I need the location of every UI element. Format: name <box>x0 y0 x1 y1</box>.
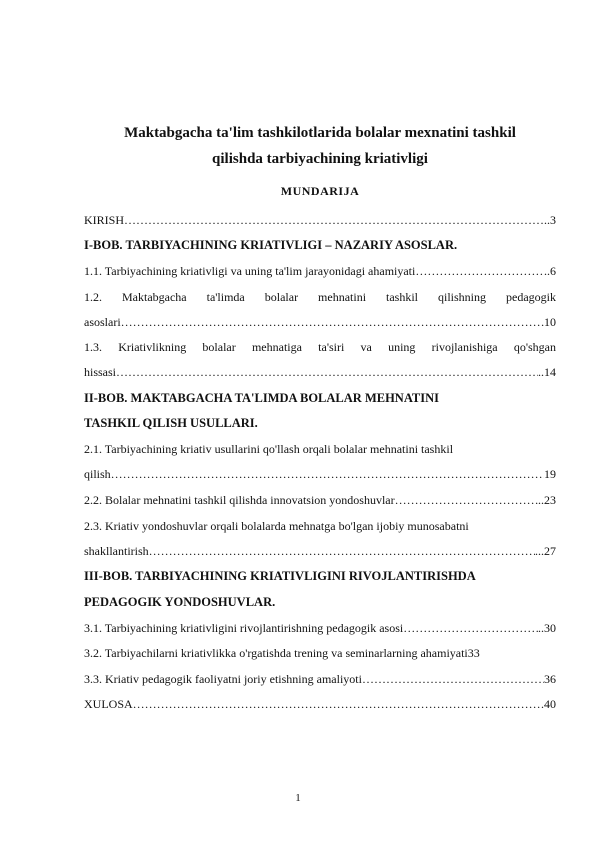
toc-page-number: ..23 <box>538 493 556 507</box>
toc-page-number: 19 <box>544 467 556 481</box>
toc-entry-3-2[interactable] <box>84 645 556 661</box>
toc-entry-text: shakllantirish <box>84 544 149 558</box>
toc-entry-2-3-line-2[interactable] <box>84 543 556 559</box>
dot-leader <box>395 492 538 508</box>
toc-entry-text: 1.1. Tarbiyachining kriativligi va uning ta'lim jarayonidagi ahamiyati <box>84 264 416 278</box>
toc-entry-text: KIRISH <box>84 213 125 227</box>
dot-leader <box>403 620 538 636</box>
toc-page-number: ..30 <box>538 621 556 635</box>
toc-page-number: ..6 <box>544 264 556 278</box>
toc-entry-text: XULOSA <box>84 697 133 711</box>
toc-entry-1-2-line-2[interactable] <box>84 314 556 330</box>
toc-page-number: ..14 <box>538 365 556 379</box>
dot-leader <box>133 696 541 712</box>
toc-page-number: ...27 <box>535 544 556 558</box>
toc-entry-text: 2.2. Bolalar mehnatini tashkil qilishda innovatsion yondoshuvlar <box>84 493 395 507</box>
toc-entry-intro[interactable] <box>84 212 556 228</box>
toc-page-number: ..3 <box>544 213 556 227</box>
toc-chapter-2-line-2[interactable]: TASHKIL QILISH USULLARI. <box>84 416 258 430</box>
dot-leader <box>124 212 544 228</box>
toc-chapter-2-line-1[interactable]: II-BOB. MAKTABGACHA TA'LIMDA BOLALAR MEHNATINI <box>84 391 440 405</box>
toc-entry-2-3-line-1[interactable]: 2.3. Kriativ yondoshuvlar orqali bolalarda mehnatga bo'lgan ijobiy munosabatni <box>84 519 469 533</box>
toc-entry-text: asoslari <box>84 315 121 329</box>
toc-entry-conclusion[interactable] <box>84 696 556 712</box>
toc-page-number: 36 <box>544 672 556 686</box>
toc-page-number: 10 <box>544 315 556 329</box>
toc-entry-2-1-line-2[interactable] <box>84 466 556 482</box>
dot-leader <box>121 314 544 330</box>
document-page <box>84 0 556 842</box>
document-title-line-1: Maktabgacha ta'lim tashkilotlarida bolalar mexnatini tashkil <box>124 125 516 141</box>
toc-entry-text: hissasi <box>84 365 117 379</box>
contents-heading: MUNDARIJA <box>280 184 360 198</box>
toc-entry-text: 3.1. Tarbiyachining kriativligini rivojlantirishning pedagogik asosi <box>84 621 404 635</box>
toc-page-number: .40 <box>541 697 556 711</box>
toc-entry-2-2[interactable] <box>84 492 556 508</box>
page-number: 1 <box>295 792 301 804</box>
toc-chapter-3-line-2[interactable]: PEDAGOGIK YONDOSHUVLAR. <box>84 595 276 609</box>
toc-chapter-1[interactable]: I-BOB. TARBIYACHINING KRIATIVLIGI – NAZARIY ASOSLAR. <box>84 238 458 252</box>
dot-leader <box>415 263 544 279</box>
toc-entry-1-1[interactable] <box>84 263 556 279</box>
toc-entry-1-2-line-1[interactable]: 1.2. Maktabgacha ta'limda bolalar mehnatini tashkil qilishning pedagogik <box>84 290 556 304</box>
dot-leader <box>111 466 544 482</box>
dot-leader <box>116 364 538 380</box>
dot-leader <box>149 543 535 559</box>
document-title-line-2: qilishda tarbiyachining kriativligi <box>212 151 428 167</box>
toc-entry-text: 3.2. Tarbiyachilarni kriativlikka o'rgatishda trening va seminarlarning ahamiyati <box>84 646 468 660</box>
toc-entry-1-3-line-2[interactable] <box>84 364 556 380</box>
toc-page-number: 33 <box>467 646 480 660</box>
toc-entry-text: 3.3. Kriativ pedagogik faoliyatni joriy etishning amaliyoti <box>84 672 362 686</box>
toc-entry-3-1[interactable] <box>84 620 556 636</box>
toc-entry-2-1-line-1[interactable]: 2.1. Tarbiyachining kriativ usullarini qo'llash orqali bolalar mehnatini tashkil <box>84 442 454 456</box>
toc-entry-text: qilish <box>84 467 111 481</box>
toc-entry-3-3[interactable] <box>84 671 556 687</box>
toc-entry-1-3-line-1[interactable]: 1.3. Kriativlikning bolalar mehnatiga ta'siri va uning rivojlanishiga qo'shgan <box>84 340 556 354</box>
toc-chapter-3-line-1[interactable]: III-BOB. TARBIYACHINING KRIATIVLIGINI RIVOJLANTIRISHDA <box>84 569 476 583</box>
dot-leader <box>362 671 544 687</box>
